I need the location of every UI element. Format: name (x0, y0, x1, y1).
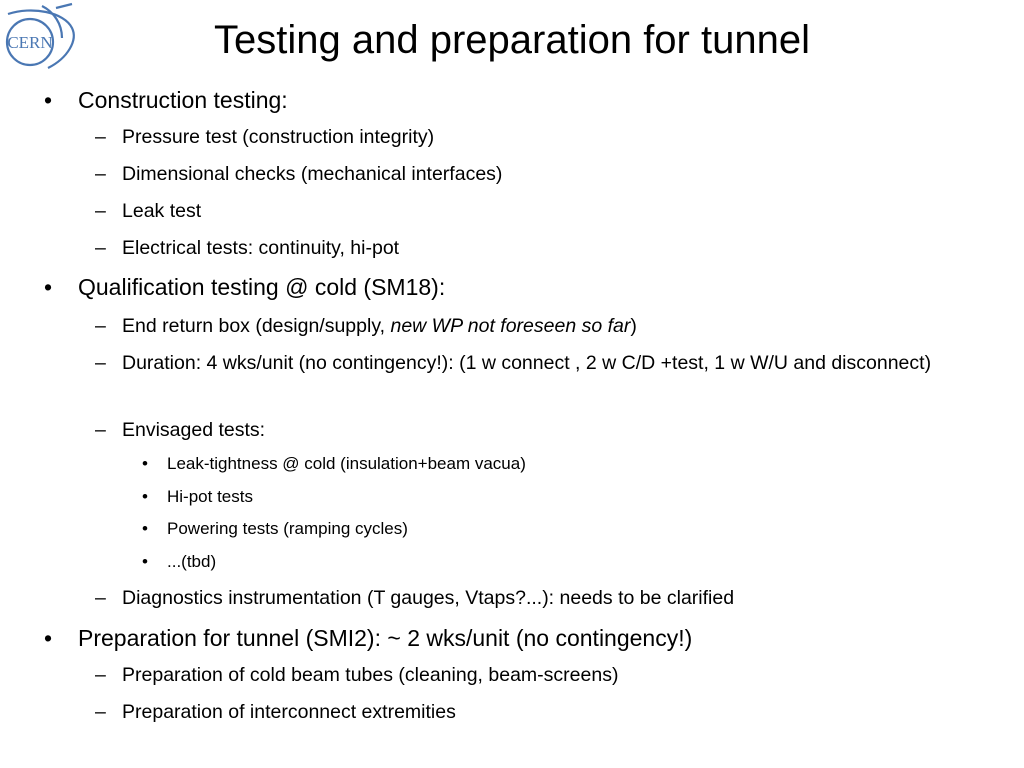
list-item-text: Qualification testing @ cold (SM18): (78, 274, 446, 300)
bullet-marker: • (142, 487, 148, 506)
slide-title: Testing and preparation for tunnel (214, 18, 810, 62)
dash-marker: – (95, 352, 106, 374)
list-item (95, 350, 982, 376)
list-item (142, 551, 217, 573)
list-item-text-end: ) (630, 315, 637, 337)
list-item (95, 662, 619, 688)
list-item-text: Leak test (122, 200, 202, 222)
list-item-text: Leak-tightness @ cold (insulation+beam vacua) (167, 454, 526, 473)
list-item (95, 124, 435, 150)
dash-marker: – (95, 315, 106, 337)
list-item-text: Diagnostics instrumentation (T gauges, Vtaps?...): needs to be clarified (122, 587, 735, 609)
list-item (95, 161, 503, 187)
list-item-text: Electrical tests: continuity, hi-pot (122, 237, 400, 259)
list-item-text: Dimensional checks (mechanical interfaces) (122, 163, 503, 185)
list-item-text: Construction testing: (78, 87, 288, 113)
list-item-text: Hi-pot tests (167, 487, 253, 506)
dash-marker: – (95, 587, 106, 609)
bullet-marker: • (142, 552, 148, 571)
list-item (95, 417, 266, 443)
list-item (142, 486, 253, 508)
list-item-emphasis: new WP not foreseen so far (390, 315, 631, 337)
cern-logo-text: CERN (7, 33, 53, 52)
list-item (95, 313, 637, 339)
list-item-text: Preparation of cold beam tubes (cleaning, beam-screens) (122, 664, 619, 686)
dash-marker: – (95, 664, 106, 686)
list-item (44, 624, 693, 652)
list-item-text: Powering tests (ramping cycles) (167, 519, 408, 538)
dash-marker: – (95, 200, 106, 222)
list-item-text: Preparation for tunnel (SMI2): ~ 2 wks/unit (no contingency!) (78, 625, 693, 651)
bullet-marker: • (44, 625, 53, 651)
dash-marker: – (95, 126, 106, 148)
dash-marker: – (95, 419, 106, 441)
list-item (44, 273, 446, 301)
bullet-marker: • (44, 87, 53, 113)
dash-marker: – (95, 163, 106, 185)
list-item (142, 518, 408, 540)
list-item (95, 699, 456, 725)
list-item-text-start: End return box (design/supply, (122, 315, 391, 337)
list-item (44, 86, 288, 114)
bullet-marker: • (142, 519, 148, 538)
list-item (142, 453, 526, 475)
bullet-marker: • (142, 454, 148, 473)
list-item-text: Preparation of interconnect extremities (122, 701, 456, 723)
list-item-text: ...(tbd) (167, 552, 217, 571)
list-item (95, 235, 400, 261)
list-item-text: Pressure test (construction integrity) (122, 126, 435, 148)
dash-marker: – (95, 701, 106, 723)
list-item-text: Duration: 4 wks/unit (no contingency!): (1 w connect , 2 w C/D +test, 1 w W/U and disconnect) (122, 352, 932, 374)
list-item-text: Envisaged tests: (122, 419, 266, 441)
bullet-marker: • (44, 274, 53, 300)
list-item (95, 198, 202, 224)
list-item (95, 585, 735, 611)
dash-marker: – (95, 237, 106, 259)
